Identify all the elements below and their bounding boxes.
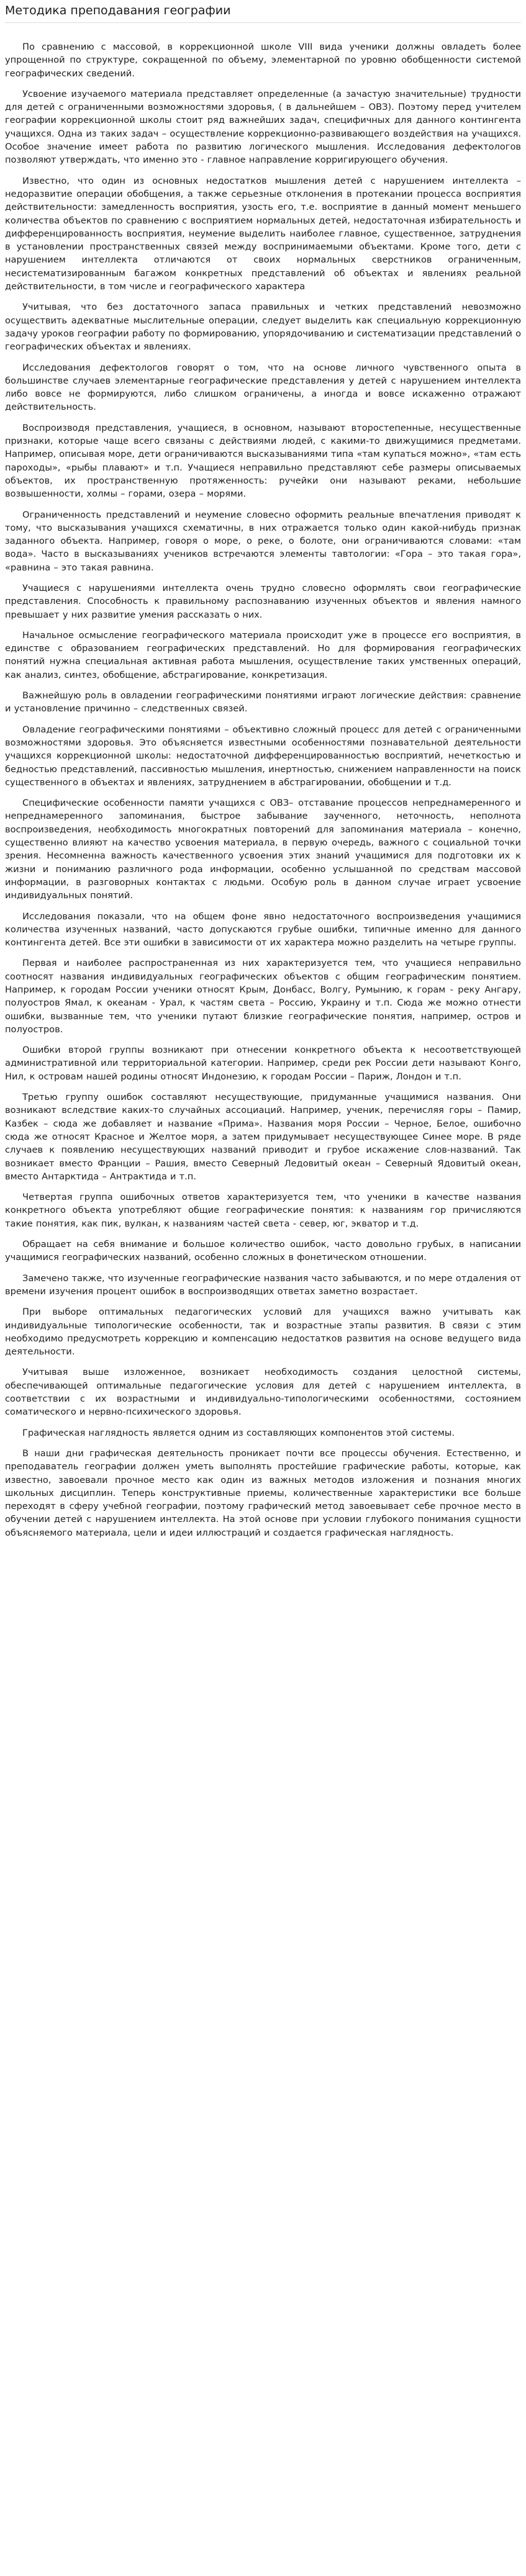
- article-body: [5, 40, 521, 1539]
- paragraph: Известно, что один из основных недостатков мышления детей с нарушением интеллекта – недоразвитие операции обобщения, а также серьезные отклонения в протекании процесса восприятия действительности: замедленность восприятия, узость его, т.е. восприятие в данный момент меньшего количества объектов по сравнению с восприятием нормальных детей, недостаточная избирательность и дифференцированность восприятия, неумение выделить наиболее главное, существенное, затруднения в установлении пространственных связей между воспринимаемыми объектами. Кроме того, дети с нарушением интеллекта отличаются от своих нормальных сверстников ограниченным, несистематизированным багажом конкретных представлений об объектах и явлениях реальной действительности, в том числе и географического характера: [5, 175, 521, 292]
- paragraph: Овладение географическими понятиями – объективно сложный процесс для детей с ограниченными возможностями здоровья. Это объясняется известными особенностями познавательной деятельности учащихся коррекционной школы: недостаточной дифференцированностью восприятий, нечеткостью и бедностью представлений, пассивностью мышления, инертностью, снижением направленности на поиск существенного в объектах и явлениях, затруднением в абстрагировании, обобщении и т.д.: [5, 724, 521, 788]
- paragraph: В наши дни графическая деятельность проникает почти все процессы обучения. Естественно, и преподаватель географии должен уметь выполнять простейшие графические работы, которые, как известно, завоевали прочное место как один из важных методов изложения и познания многих школьных дисциплин. Теперь конструктивные приемы, количественные характеристики все больше переходят в сферу учебной географии, поэтому графический метод завоевывает себе прочное место в обучении детей с нарушением интеллекта. На этой основе при условии глубокого понимания сущности объясняемого материала, цели и идеи иллюстраций и создается графическая наглядность.: [5, 1448, 521, 1538]
- paragraph: Замечено также, что изученные географические названия часто забываются, и по мере отдаления от времени изучения процент ошибок в воспроизводящих ответах заметно возрастает.: [5, 1272, 521, 1297]
- paragraph: При выборе оптимальных педагогических условий для учащихся важно учитывать как индивидуальные типологические особенности, так и возрастные этапы развития. В связи с этим необходимо предусмотреть коррекцию и компенсацию недостатков развития на основе ведущего вида деятельности.: [5, 1307, 521, 1358]
- paragraph: Воспроизводя представления, учащиеся, в основном, называют второстепенные, несущественные признаки, которые чаще всего связаны с действиями людей, с какими-то движущимися предметами. Например, описывая море, дети ограничиваются высказываниями типа «там купаться можно», «там есть пароходы», «рыбы плавают» и т.п. Учащиеся неправильно представляют себе размеры описываемых объектов, их пространственную протяженность: ручейки они называют реками, небольшие возвышенности, холмы – горами, озера – морями.: [5, 422, 521, 500]
- paragraph: Обращает на себя внимание и большое количество ошибок, часто довольно грубых, в написании учащимися географических названий, особенно сложных в фонетическом отношении.: [5, 1239, 521, 1263]
- paragraph: Учащиеся с нарушениями интеллекта очень трудно словесно оформлять свои географические представления. Способность к правильному распознаванию изученных объектов и явления намного превышает у них развитие умения рассказать о них.: [5, 582, 521, 620]
- paragraph: Исследования дефектологов говорят о том, что на основе личного чувственного опыта в большинстве случаев элементарные географические представления у детей с нарушением интеллекта либо вовсе не формируются, либо слишком ограничены, а иногда и вовсе искаженно отражают действительность.: [5, 362, 521, 413]
- paragraph: Ограниченность представлений и неумение словесно оформить реальные впечатления приводят к тому, что высказывания учащихся схематичны, в них отражается только один какой-нибудь признак заданного объекта. Например, говоря о море, о реке, о болоте, они ограничиваются словами: «там вода». Часто в высказываниях учеников встречаются элементы тавтологии: «Гора – это такая гора», «равнина – это такая равнина.: [5, 509, 521, 573]
- paragraph: Начальное осмысление географического материала происходит уже в процессе его восприятия, в единстве с образованием географических представлений. Но для формирования географических понятий нужна специальная активная работа мышления, осуществление таких умственных операций, как анализ, синтез, обобщение, абстрагирование, конкретизация.: [5, 629, 521, 680]
- paragraph: Усвоение изучаемого материала представляет определенные (а зачастую значительные) трудности для детей с ограниченными возможностями здоровья, ( в дальнейшем – ОВЗ). Поэтому перед учителем географии коррекционной школы стоит ряд важнейших задач, специфичных для данного контингента учащихся. Одна из таких задач – осуществление коррекционно-развивающего воздействия на учащихся. Особое значение имеет работа по развитию логического мышления. Исследования дефектологов позволяют утверждать, что именно это - главное направление корригирующего обучения.: [5, 88, 521, 166]
- paragraph: Первая и наиболее распространенная из них характеризуется тем, что учащиеся неправильно соотносят названия индивидуальных географических объектов с общим географическим понятием. Например, к городам России ученики относят Крым, Донбасс, Волгу, Румынию, к горам - реку Ангару, полуостров Ямал, к океанам - Урал, к частям света – Россию, Украину и т.п. Сюда же можно отнести ошибки, вызванные тем, что ученики путают близкие географические понятия, например, остров и полуостров.: [5, 958, 521, 1035]
- paragraph: Третью группу ошибок составляют несуществующие, придуманные учащимися названия. Они возникают вследствие каких-то случайных ассоциаций. Например, ученик, перечисляя горы – Памир, Казбек – сюда же добавляет и название «Прима». Названия моря России – Черное, Белое, ошибочно сюда же относят Красное и Желтое моря, а затем придумывает несуществующее Синее море. В ряде случаев к появлению несуществующих названий приводит и грубое искажение слов-названий. Так возникает вместо Франции – Рашия, вместо Северный Ледовитый океан – Северный Ядовитый океан, вместо Антарктида – Антрактида и т.п.: [5, 1092, 521, 1182]
- paragraph: Специфические особенности памяти учащихся с ОВЗ– отставание процессов непреднамеренного и непреднамеренного запоминания, быстрое забывание заученного, неточность, неполнота воспроизведения, необходимость многократных повторений для запоминания материала – конечно, существенно влияют на качество усвоения материала, в первую очередь, важного с социальной точки зрения. Несомненна важность качественного усвоения этих знаний учащимися для подготовки их к жизни и пониманию различного рода информации, особенно услышанной по средствам массовой информации, в разговорных контактах с людьми. Особую роль в данном случае играет усвоение индивидуальных понятий.: [5, 798, 521, 901]
- paragraph: По сравнению с массовой, в коррекционной школе VIII вида ученики должны овладеть более упрощенной по структуре, сокращенной по объему, элементарной по уровню обобщенности системой географических сведений.: [5, 42, 521, 79]
- paragraph: Учитывая, что без достаточного запаса правильных и четких представлений невозможно осуществить адекватные мыслительные операции, следует выделить как специальную коррекционную задачу уроков географии работу по формированию, упорядочиванию и систематизации представлений о географических объектах и явлениях.: [5, 302, 521, 353]
- paragraph: Учитывая выше изложенное, возникает необходимость создания целостной системы, обеспечивающей оптимальные педагогические условия для детей с нарушением интеллекта, в соответствии с их возрастными и индивидуально-типологическими особенностями, состоянием соматического и нервно-психического здоровья.: [5, 1367, 521, 1418]
- paragraph: Важнейшую роль в овладении географическими понятиями играют логические действия: сравнение и установление причинно – следственных связей.: [5, 690, 521, 714]
- paragraph: Графическая наглядность является одним из составляющих компонентов этой системы.: [22, 1427, 455, 1438]
- paragraph: Исследования показали, что на общем фоне явно недостаточного воспроизведения учащимися количества изученных названий, часто допускаются грубые ошибки, типичные именно для данного контингента детей. Все эти ошибки в зависимости от их характера можно разделить на четыре группы.: [5, 911, 521, 948]
- paragraph: Ошибки второй группы возникают при отнесении конкретного объекта к несоответствующей административной или территориальной категории. Например, среди рек России дети называют Конго, Нил, к островам нашей родины относят Индонезию, к городам России – Париж, Лондон и т.п.: [5, 1045, 521, 1082]
- page-title: Методика преподавания географии: [5, 4, 521, 23]
- paragraph: Четвертая группа ошибочных ответов характеризуется тем, что ученики в качестве названия конкретного объекта употребляют общие географические понятия: к названиям гор причисляются такие понятия, как пик, вулкан, к названиям частей света - север, юг, экватор и т.д.: [5, 1192, 521, 1229]
